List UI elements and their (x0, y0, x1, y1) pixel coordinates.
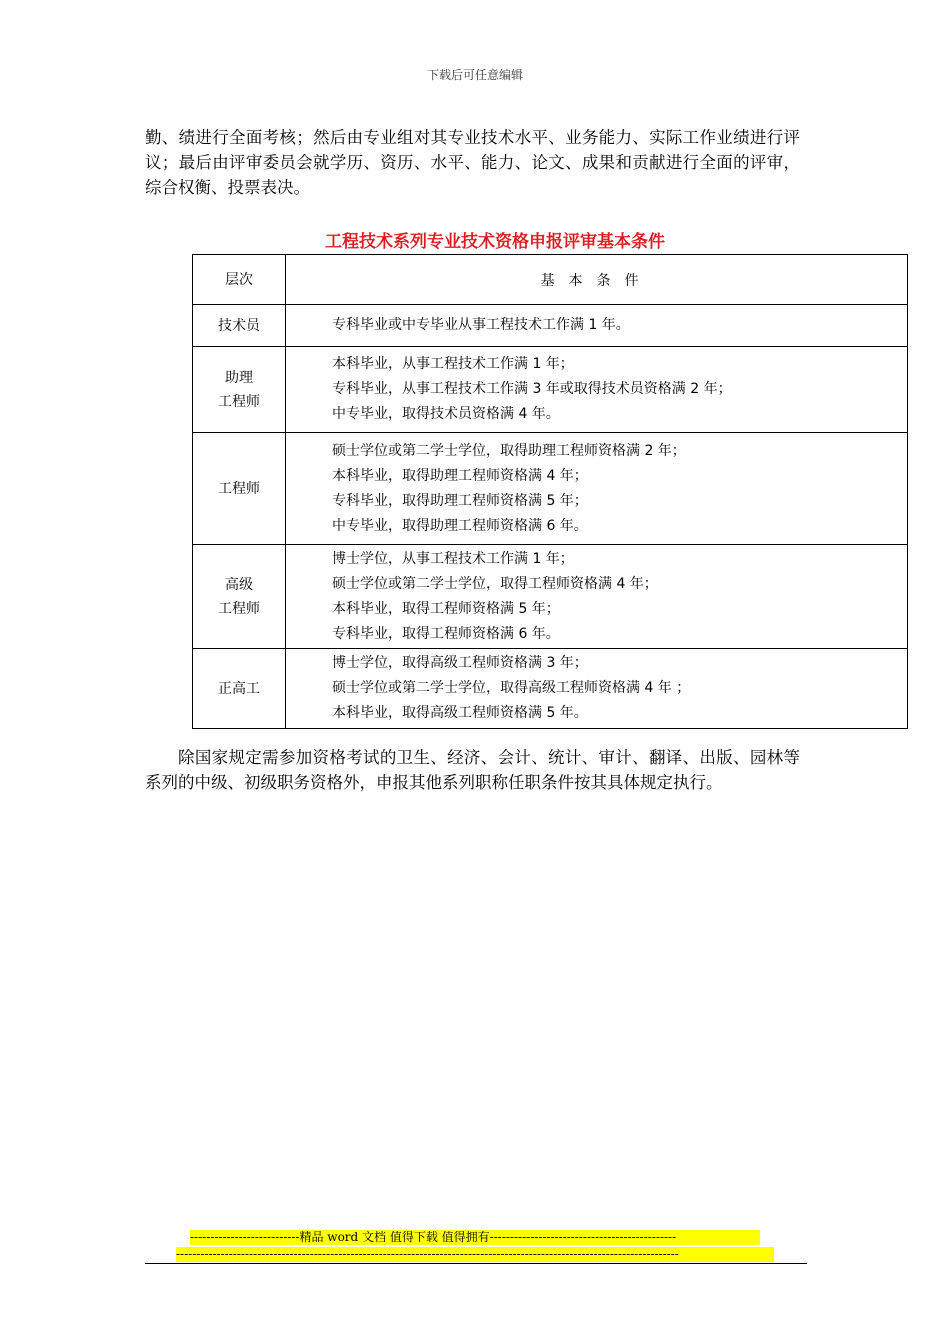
row-conditions (286, 347, 908, 433)
table-row (193, 545, 908, 649)
footer-banner-line-2: ---------------------------------------------------------------------------------------------------------------------------- (176, 1247, 774, 1262)
table-row (193, 433, 908, 545)
condition-line: 中专毕业，取得技术员资格满 4 年。 (332, 406, 560, 422)
condition-line: 本科毕业，取得高级工程师资格满 5 年。 (332, 705, 588, 721)
table-row (193, 347, 908, 433)
header-level: 层次 (193, 255, 286, 305)
condition-line: 中专毕业，取得助理工程师资格满 6 年。 (332, 517, 588, 534)
condition-line: 专科毕业，取得工程师资格满 6 年。 (332, 625, 560, 642)
paragraph-closing: 除国家规定需参加资格考试的卫生、经济、会计、统计、审计、翻译、出版、园林等系列的中级、初级职务资格外，申报其他系列职称任职条件按其具体规定执行。 (145, 748, 800, 792)
footer-divider (145, 1263, 807, 1264)
row-level (193, 305, 286, 347)
footer-banner-line-1: ---------------------------精品 word 文档 值得下载 值得拥有---------------------------------------------- (190, 1230, 760, 1245)
conditions-table (192, 254, 908, 729)
row-level (193, 649, 286, 729)
row-level (193, 545, 286, 649)
table-row (193, 649, 908, 729)
condition-line: 硕士学位或第二学士学位，取得高级工程师资格满 4 年 ； (332, 680, 691, 696)
table-body (193, 305, 908, 729)
level-line: 技术员 (218, 317, 260, 334)
table-row (193, 305, 908, 347)
condition-line: 本科毕业，取得助理工程师资格满 4 年； (332, 467, 588, 484)
paragraph-intro: 勤、绩进行全面考核；然后由专业组对其专业技术水平、业务能力、实际工作业绩进行评议；最后由评审委员会就学历、资历、水平、能力、论文、成果和贡献进行全面的评审，综合权衡、投票表决。 (145, 128, 800, 197)
condition-line: 博士学位，从事工程技术工作满 1 年； (332, 550, 574, 567)
level-line: 助理 (225, 369, 253, 386)
level-line: 正高工 (218, 680, 260, 697)
level-line: 工程师 (218, 393, 260, 410)
table-header-row (193, 255, 908, 305)
header-conditions: 基本条件 (286, 255, 908, 305)
condition-line: 专科毕业或中专毕业从事工程技术工作满 1 年。 (332, 317, 630, 333)
condition-line: 本科毕业，取得工程师资格满 5 年； (332, 600, 560, 617)
row-level (193, 347, 286, 433)
row-conditions (286, 545, 908, 649)
page-header-note: 下载后可任意编辑 (426, 68, 523, 82)
row-conditions (286, 649, 908, 729)
condition-line: 专科毕业，从事工程技术工作满 3 年或取得技术员资格满 2 年； (332, 381, 732, 397)
level-line: 工程师 (218, 480, 260, 497)
level-line: 高级 (225, 576, 253, 593)
condition-line: 硕士学位或第二学士学位，取得工程师资格满 4 年； (332, 575, 658, 592)
condition-line: 本科毕业，从事工程技术工作满 1 年； (332, 356, 574, 372)
condition-line: 博士学位，取得高级工程师资格满 3 年； (332, 655, 588, 671)
condition-line: 专科毕业，取得助理工程师资格满 5 年； (332, 492, 588, 509)
row-conditions (286, 305, 908, 347)
table-title: 工程技术系列专业技术资格申报评审基本条件 (325, 232, 665, 252)
condition-line: 硕士学位或第二学士学位，取得助理工程师资格满 2 年； (332, 442, 686, 459)
row-level (193, 433, 286, 545)
level-line: 工程师 (218, 600, 260, 617)
row-conditions (286, 433, 908, 545)
